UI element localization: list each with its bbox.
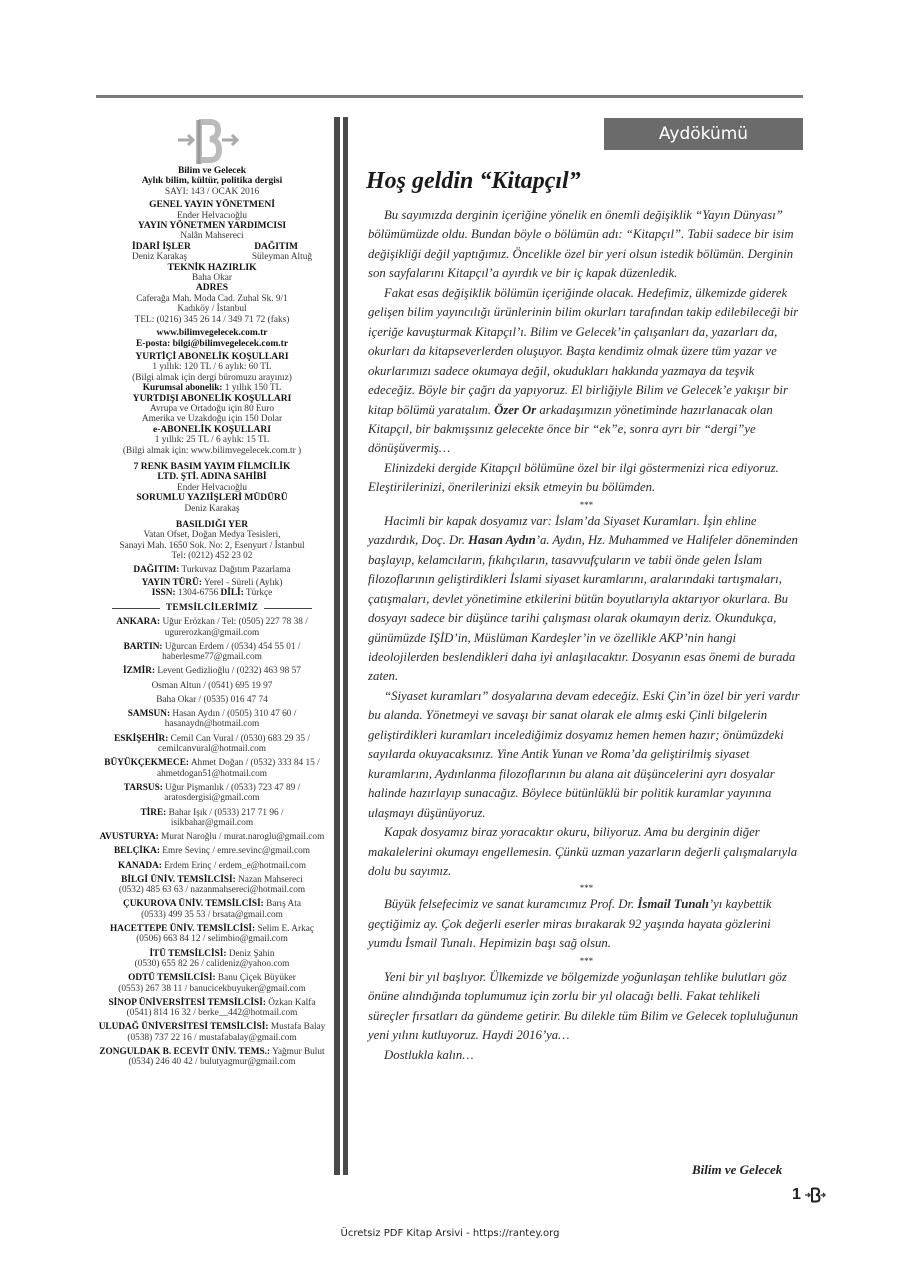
representative-entry <box>92 1022 332 1043</box>
representative-contact: Murat Naroğlu / murat.naroglu@gmail.com <box>161 832 325 843</box>
representative-line <box>92 808 332 818</box>
paragraph <box>368 512 804 687</box>
paragraph-text: ’yı kaybettik geçtiğimiz ay. Çok değerli eserler miras bırakarak 92 yaşında hayata gözlerini yumdu İsmail Tunalı. Hepimizin başı sağ olsun. <box>368 897 772 951</box>
representative-line <box>92 681 332 691</box>
representative-contact: Erdem Erinç / erdem_e@hotmail.com <box>164 860 306 871</box>
representative-contact: Uğur Erözkan / Tel: (0505) 227 78 38 / <box>162 617 308 628</box>
representative-contact-2: isikbahar@gmail.com <box>170 817 254 828</box>
representative-entry <box>92 783 332 804</box>
magazine-name: Bilim ve Gelecek <box>177 166 247 176</box>
article-title: Hoş geldin “Kitapçıl” <box>366 168 581 194</box>
representative-place: BARTIN: <box>123 641 163 652</box>
representative-place: KANADA: <box>117 860 162 871</box>
representative-place: İZMİR: <box>123 666 156 677</box>
address-label: ADRES <box>195 283 229 294</box>
foreign-sub-label: YURTDIŞI ABONELİK KOŞULLARI <box>132 393 292 404</box>
assistant-name: Nalân Mahsereci <box>180 231 244 242</box>
representative-line <box>92 949 332 959</box>
publication-type-value: Yerel - Süreli (Aylık) <box>203 578 283 589</box>
representative-entry <box>92 846 332 856</box>
column-divider <box>334 117 348 1175</box>
distribution-name: Süleyman Altuğ <box>251 252 312 263</box>
paragraph-text: Hacimli bir kapak dosyamız var: İslam’da Siyaset Kuramları. İşin ehline yazdırdık, Doç. Dr. <box>368 513 757 548</box>
owner-label: LTD. ŞTİ. ADINA SAHİBİ <box>157 472 267 483</box>
representative-line <box>92 832 332 842</box>
publication-type-label: YAYIN TÜRÜ: <box>141 578 202 589</box>
representative-line <box>92 642 332 652</box>
admin-name: Deniz Karakaş <box>132 252 187 263</box>
representatives-title: TEMSİLCİLERİMİZ <box>165 602 259 613</box>
issn-label: ISSN: <box>151 588 176 599</box>
representative-entry <box>92 924 332 945</box>
representative-contact: Uğurcan Erdem / (0534) 454 55 01 / <box>164 641 301 652</box>
representative-contact-2: (0533) 499 35 53 / brsata@gmail.com <box>141 909 283 920</box>
corporate-value: 1 yıllık 150 TL <box>224 383 282 394</box>
representative-place: ZONGULDAK B. ECEVİT ÜNİV. TEMS.: <box>99 1047 271 1057</box>
separator: *** <box>579 883 593 894</box>
paragraph: Kapak dosyamız biraz yoracaktır okuru, biliyoruz. Ama bu derginin diğer makalelerini okumayı engellemesin. Çünkü uzman yazarların değerli çalışmalarıyla dolu bu sayımız. <box>368 825 798 878</box>
paragraph-text: Fakat esas değişiklik bölümün içeriğinde olacak. Hedefimiz, ülkemizde giderek gelişen bilim yayıncılığı ürünlerinin bilim okurları tarafından takip edilebileceği bir içeriğe kavuşturmak Kitapçıl’ı. Bilim ve Gelecek’in çalışanları da, yazarları da, okurları da kitapseverlerden oluşuyor. Başta kendimiz olmak üzere tüm yazar ve okurlarımızı sadece okumaya değil, okudukları hakkında yazmaya da teşvik edeceğiz. Böyle bir çağrı da yapıyoruz. El birliğiyle Bilim ve Gelecek’e yakışır bir kitap bölümü yaratalım. <box>368 285 799 417</box>
representative-place: BELÇİKA: <box>113 846 160 857</box>
representative-contact-2: (0541) 814 16 32 / berke__442@hotmail.com <box>126 1008 298 1019</box>
esub-line: 1 yıllık: 25 TL / 6 aylık: 15 TL <box>154 435 270 446</box>
responsible-label: SORUMLU YAZIİŞLERİ MÜDÜRÜ <box>136 493 288 504</box>
representative-place: ODTÜ TEMSİLCİSİ: <box>128 973 216 984</box>
representative-contact: Yağmur Bulut <box>272 1047 325 1057</box>
representative-place: SİNOP ÜNİVERSİTESİ TEMSİLCİSİ: <box>108 997 266 1008</box>
representative-entry <box>92 998 332 1019</box>
address-line: Caferağa Mah. Moda Cad. Zuhal Sk. 9/1 <box>136 293 288 304</box>
representative-line <box>92 695 332 705</box>
magazine-subtitle: Aylık bilim, kültür, politika dergisi <box>141 176 283 187</box>
representative-place: ANKARA: <box>116 617 161 628</box>
distributor-value: Turkuvaz Dağıtım Pazarlama <box>181 564 291 575</box>
representative-contact: Nazan Mahsereci <box>238 874 303 885</box>
admin-distribution-names <box>92 252 332 262</box>
representative-place: ESKİŞEHİR: <box>114 733 169 744</box>
paragraph: Elinizdeki dergide Kitapçıl bölümüne özel bir ilgi göstermenizi rica ediyoruz. Eleştirilerinizi, önerilerinizi eksik etmeyin bu bölümden. <box>368 460 779 495</box>
magazine-logo-small-icon <box>804 1187 826 1203</box>
representative-contact-2: (0538) 737 22 16 / mustafabalay@gmail.com <box>127 1032 297 1043</box>
issn-lang <box>92 588 332 598</box>
representative-place: HACETTEPE ÜNİV. TEMSİLCİSİ: <box>110 923 256 934</box>
printer-line: Vatan Ofset, Doğan Medya Tesisleri, <box>143 530 281 541</box>
article-body <box>368 206 804 1065</box>
representative-line <box>92 1047 332 1057</box>
paragraph: “Siyaset kuramları” dosyalarına devam edeceğiz. Eski Çin’in özel bir yeri vardır bu alanda. Yönetmeyi ve savaşı bir sanat olarak ele almış eski Çinli bilgelerin geliştirdikleri kuramları incelediğimiz dosyamız hemen hemen hazır; önümüzdeki sayılarda okuyacaksınız. Yine Antik Yunan ve Roma’da geliştirilmiş siyaset kuramlarını, Aydınlanma filozoflarının bu alana ait düşüncelerini ayrı dosyalar halinde hazırlayıp sunacağız. Böylece bütünlüklü bir politik kuramlar yayınına ulaşmayı düşünüyoruz. <box>368 688 800 820</box>
masthead <box>92 166 332 1072</box>
representative-entry <box>92 666 332 676</box>
email: E-posta: bilgi@bilimvegelecek.com.tr <box>135 338 289 349</box>
representative-entry <box>92 681 332 691</box>
website: www.bilimvegelecek.com.tr <box>156 328 268 339</box>
representatives-list <box>92 617 332 1068</box>
representative-entry <box>92 709 332 730</box>
representative-contact: Mustafa Balay <box>270 1022 326 1033</box>
corporate-sub <box>92 383 332 393</box>
issn-value: 1304-6756 <box>177 588 219 599</box>
domestic-sub-line: 1 yıllık: 120 TL / 6 aylık: 60 TL <box>152 362 272 373</box>
representative-contact-2: ugurerozkan@gmail.com <box>164 627 260 638</box>
representative-place: TARSUS: <box>123 782 163 793</box>
owner-label: 7 RENK BASIM YAYIM FİLMCİLİK <box>133 461 291 472</box>
editor-name: Ender Helvacıoğlu <box>177 210 247 221</box>
representative-line <box>92 875 332 885</box>
footer-note: Ücretsiz PDF Kitap Arsivi - https://rantey.org <box>340 1228 560 1239</box>
representative-line <box>92 783 332 793</box>
representative-contact-2: (0534) 246 40 42 / bulutyagmur@gmail.com <box>128 1057 296 1068</box>
representative-contact-2: ahmetdogan51@hotmail.com <box>156 768 268 779</box>
representative-line <box>92 1022 332 1032</box>
representative-entry <box>92 875 332 896</box>
foreign-sub-line: Avrupa ve Ortadoğu için 80 Euro <box>149 403 274 414</box>
publication-type <box>92 578 332 588</box>
representative-contact: Bahar Işık / (0533) 217 71 96 / <box>168 807 284 818</box>
section-tag: Aydökümü <box>604 118 803 150</box>
representative-entry <box>92 617 332 638</box>
representative-contact-2: (0532) 485 63 63 / nazanmahsereci@hotmail.com <box>118 885 306 896</box>
corporate-label: Kurumsal abonelik: <box>142 383 223 394</box>
domestic-sub-label: YURTİÇİ ABONELİK KOŞULLARI <box>135 351 289 362</box>
admin-label: İDARİ İŞLER <box>132 241 191 252</box>
issue-info: SAYI: 143 / OCAK 2016 <box>164 186 260 197</box>
separator: *** <box>579 499 593 510</box>
admin-distribution-labels <box>92 242 332 252</box>
representative-contact: Deniz Şahin <box>228 948 275 959</box>
representative-entry <box>92 832 332 842</box>
representative-contact: Osman Altun / (0541) 695 19 97 <box>151 680 273 691</box>
distributor-label: DAĞITIM: <box>133 564 180 575</box>
paragraph: Bu sayımızda derginin içeriğine yönelik en önemli değişiklik “Yayın Dünyası” bölümümüzde oldu. Bundan böyle o bölümün adı: “Kitapçıl”. Tabii sadece bir isim değişikliği değil yaptığımız. Öncelikle özel bir yeri olsun istedik bölümün. Derginin son sayfalarını Kitapçıl’a ayırdık ve bir iç kapak düzenledik. <box>368 208 794 281</box>
tech-label: TEKNİK HAZIRLIK <box>167 262 257 273</box>
representative-entry <box>92 642 332 663</box>
representative-contact: Banu Çiçek Büyüker <box>217 973 296 984</box>
magazine-logo-icon <box>172 118 244 166</box>
representative-line <box>92 998 332 1008</box>
paragraph <box>368 895 804 953</box>
representative-place: BÜYÜKÇEKMECE: <box>104 758 190 769</box>
representative-contact-2: hasanaydn@hotmail.com <box>164 719 260 730</box>
printer-phone: Tel: (0212) 452 23 02 <box>171 551 253 562</box>
representative-entry <box>92 949 332 970</box>
representative-contact: Baha Okar / (0535) 016 47 74 <box>156 694 268 705</box>
representative-line <box>92 899 332 909</box>
representative-entry <box>92 734 332 755</box>
signature: Bilim ve Gelecek <box>692 1162 783 1177</box>
representative-place: İTÜ TEMSİLCİSİ: <box>149 948 227 959</box>
separator: *** <box>579 955 593 966</box>
representative-contact: Emre Sevinç / emre.sevinc@gmail.com <box>162 846 311 857</box>
representative-contact: Barış Ata <box>266 899 301 910</box>
representative-place: ULUDAĞ ÜNİVERSİTESİ TEMSİLCİSİ: <box>98 1022 269 1033</box>
representative-contact: Uğur Pişmanlık / (0533) 723 47 89 / <box>165 782 301 793</box>
lang-value: Türkçe <box>245 588 273 599</box>
representative-entry <box>92 695 332 705</box>
representative-contact: Hasan Aydın / (0505) 310 47 60 / <box>172 709 297 720</box>
representative-contact-2: (0553) 267 38 11 / banucicekbuyuker@gmail.com <box>118 983 306 994</box>
representatives-heading <box>92 603 332 613</box>
paragraph-text: Büyük felsefecimiz ve sanat kuramcımız Prof. Dr. <box>384 897 635 912</box>
foreign-sub-line: Amerika ve Uzakdoğu için 150 Dolar <box>141 414 283 425</box>
responsible-name: Deniz Karakaş <box>184 503 240 514</box>
representative-place: SAMSUN: <box>127 709 171 720</box>
esub-line: (Bilgi almak için: www.bilimvegelecek.com.tr ) <box>122 445 302 456</box>
representative-line <box>92 709 332 719</box>
owner-name: Ender Helvacıoğlu <box>177 482 247 493</box>
representative-place: ÇUKUROVA ÜNİV. TEMSİLCİSİ: <box>123 899 264 910</box>
paragraph-text: arkadaşımızın yönetiminde hazırlanacak olan Kitapçıl, bir bakmışsınız gelecekte önce bir “ek”e, sonra ayrı bir “dergi”ye dönüşüvermiş… <box>368 402 773 456</box>
representative-entry <box>92 758 332 779</box>
representative-contact-2: (0506) 663 84 12 / selimbio@gmail.com <box>136 934 288 945</box>
domestic-sub-line: (Bilgi almak için dergi büromuzu arayınız) <box>132 372 292 383</box>
printer-line: Sanayi Mah. 1650 Sok. No: 2, Esenyurt / İstanbul <box>119 540 305 551</box>
top-rule <box>96 95 803 98</box>
representative-contact-2: haberlesme77@gmail.com <box>162 652 262 663</box>
closing-line: Dostlukla kalın… <box>384 1047 474 1062</box>
representative-line <box>92 617 332 627</box>
paragraph-text: ’a. Aydın, Hz. Muhammed ve Halifeler döneminden başlayıp, kelamcıların, fıkıhçıların, tasavvufçuların ve tabii önde gelen İslam filozoflarının geliştirdikleri İslami siyaset kuramlarını, aralarındaki tartışmaları, çatışmaları, devlet yönetimine etkilerini bütün boyutlarıyla aktarıyor okurlara. Bu dosyayı sadece bir düşünce tarihi çalışması olarak okumayın deriz. Okundukça, günümüzde IŞİD’in, Müslüman Kardeşler’in ve özellikle AKP’nin hangi ideolojilerden beslendikleri daha iyi anlaşılacaktır. Dosyanın esas önemi de burada zaten. <box>368 533 798 684</box>
printer-label: BASILDIĞI YER <box>175 520 249 530</box>
representative-contact-2: cemilcanvural@hotmail.com <box>158 744 266 755</box>
page-number-block <box>792 1186 826 1204</box>
representative-place: TİRE: <box>140 807 167 818</box>
editor-label: GENEL YAYIN YÖNETMENİ <box>149 200 275 211</box>
representative-line <box>92 734 332 744</box>
address-line: Kadıköy / İstanbul <box>177 304 247 315</box>
representative-entry <box>92 808 332 829</box>
esub-label: e-ABONELİK KOŞULLARI <box>153 424 271 435</box>
distribution-label: DAĞITIM <box>254 241 298 252</box>
person-name: Hasan Aydın <box>468 533 536 548</box>
representative-contact: Levent Gedizlioğlu / (0232) 463 98 57 <box>157 666 301 677</box>
representative-contact-2: aratosdergisi@gmail.com <box>164 793 260 804</box>
person-name: Özer Or <box>494 402 537 417</box>
representative-place: BİLGİ ÜNİV. TEMSİLCİSİ: <box>121 874 236 885</box>
representative-entry <box>92 899 332 920</box>
representative-entry <box>92 861 332 871</box>
representative-line <box>92 666 332 676</box>
representative-contact-2: (0530) 655 82 26 / calideniz@yahoo.com <box>134 958 290 969</box>
representative-entry <box>92 973 332 994</box>
phone: TEL: (0216) 345 26 14 / 349 71 72 (faks) <box>134 314 290 325</box>
representative-contact: Cemil Can Vural / (0530) 683 29 35 / <box>170 733 310 744</box>
distributor <box>92 565 332 575</box>
representative-entry <box>92 1047 332 1068</box>
representative-contact: Ahmet Doğan / (0532) 333 84 15 / <box>190 758 320 769</box>
page-number: 1 <box>792 1186 801 1203</box>
assistant-label: YAYIN YÖNETMEN YARDIMCISI <box>137 221 287 232</box>
representative-contact: Özkan Kalfa <box>268 997 316 1008</box>
paragraph <box>368 284 804 459</box>
lang-label: DİLİ: <box>220 588 244 599</box>
representative-line <box>92 973 332 983</box>
representative-place: AVUSTURYA: <box>99 832 159 843</box>
representative-line <box>92 758 332 768</box>
tech-name: Baha Okar <box>191 273 232 284</box>
paragraph: Yeni bir yıl başlıyor. Ülkemizde ve bölgemizde yoğunlaşan tehlike bulutları göz önüne alındığında toplumumuz için zorlu bir yıl olacağı belli. Fakat tehlikeli süreçler fırsatları da gündeme getirir. Bu dilekle tüm Bilim ve Gelecek topluluğunun yeni yılını kutluyoruz. Haydi 2016’ya… <box>368 969 799 1043</box>
person-name: İsmail Tunalı <box>637 897 709 912</box>
representative-line <box>92 846 332 856</box>
representative-line <box>92 861 332 871</box>
representative-contact: Selim E. Arkaç <box>257 923 314 934</box>
representative-line <box>92 924 332 934</box>
